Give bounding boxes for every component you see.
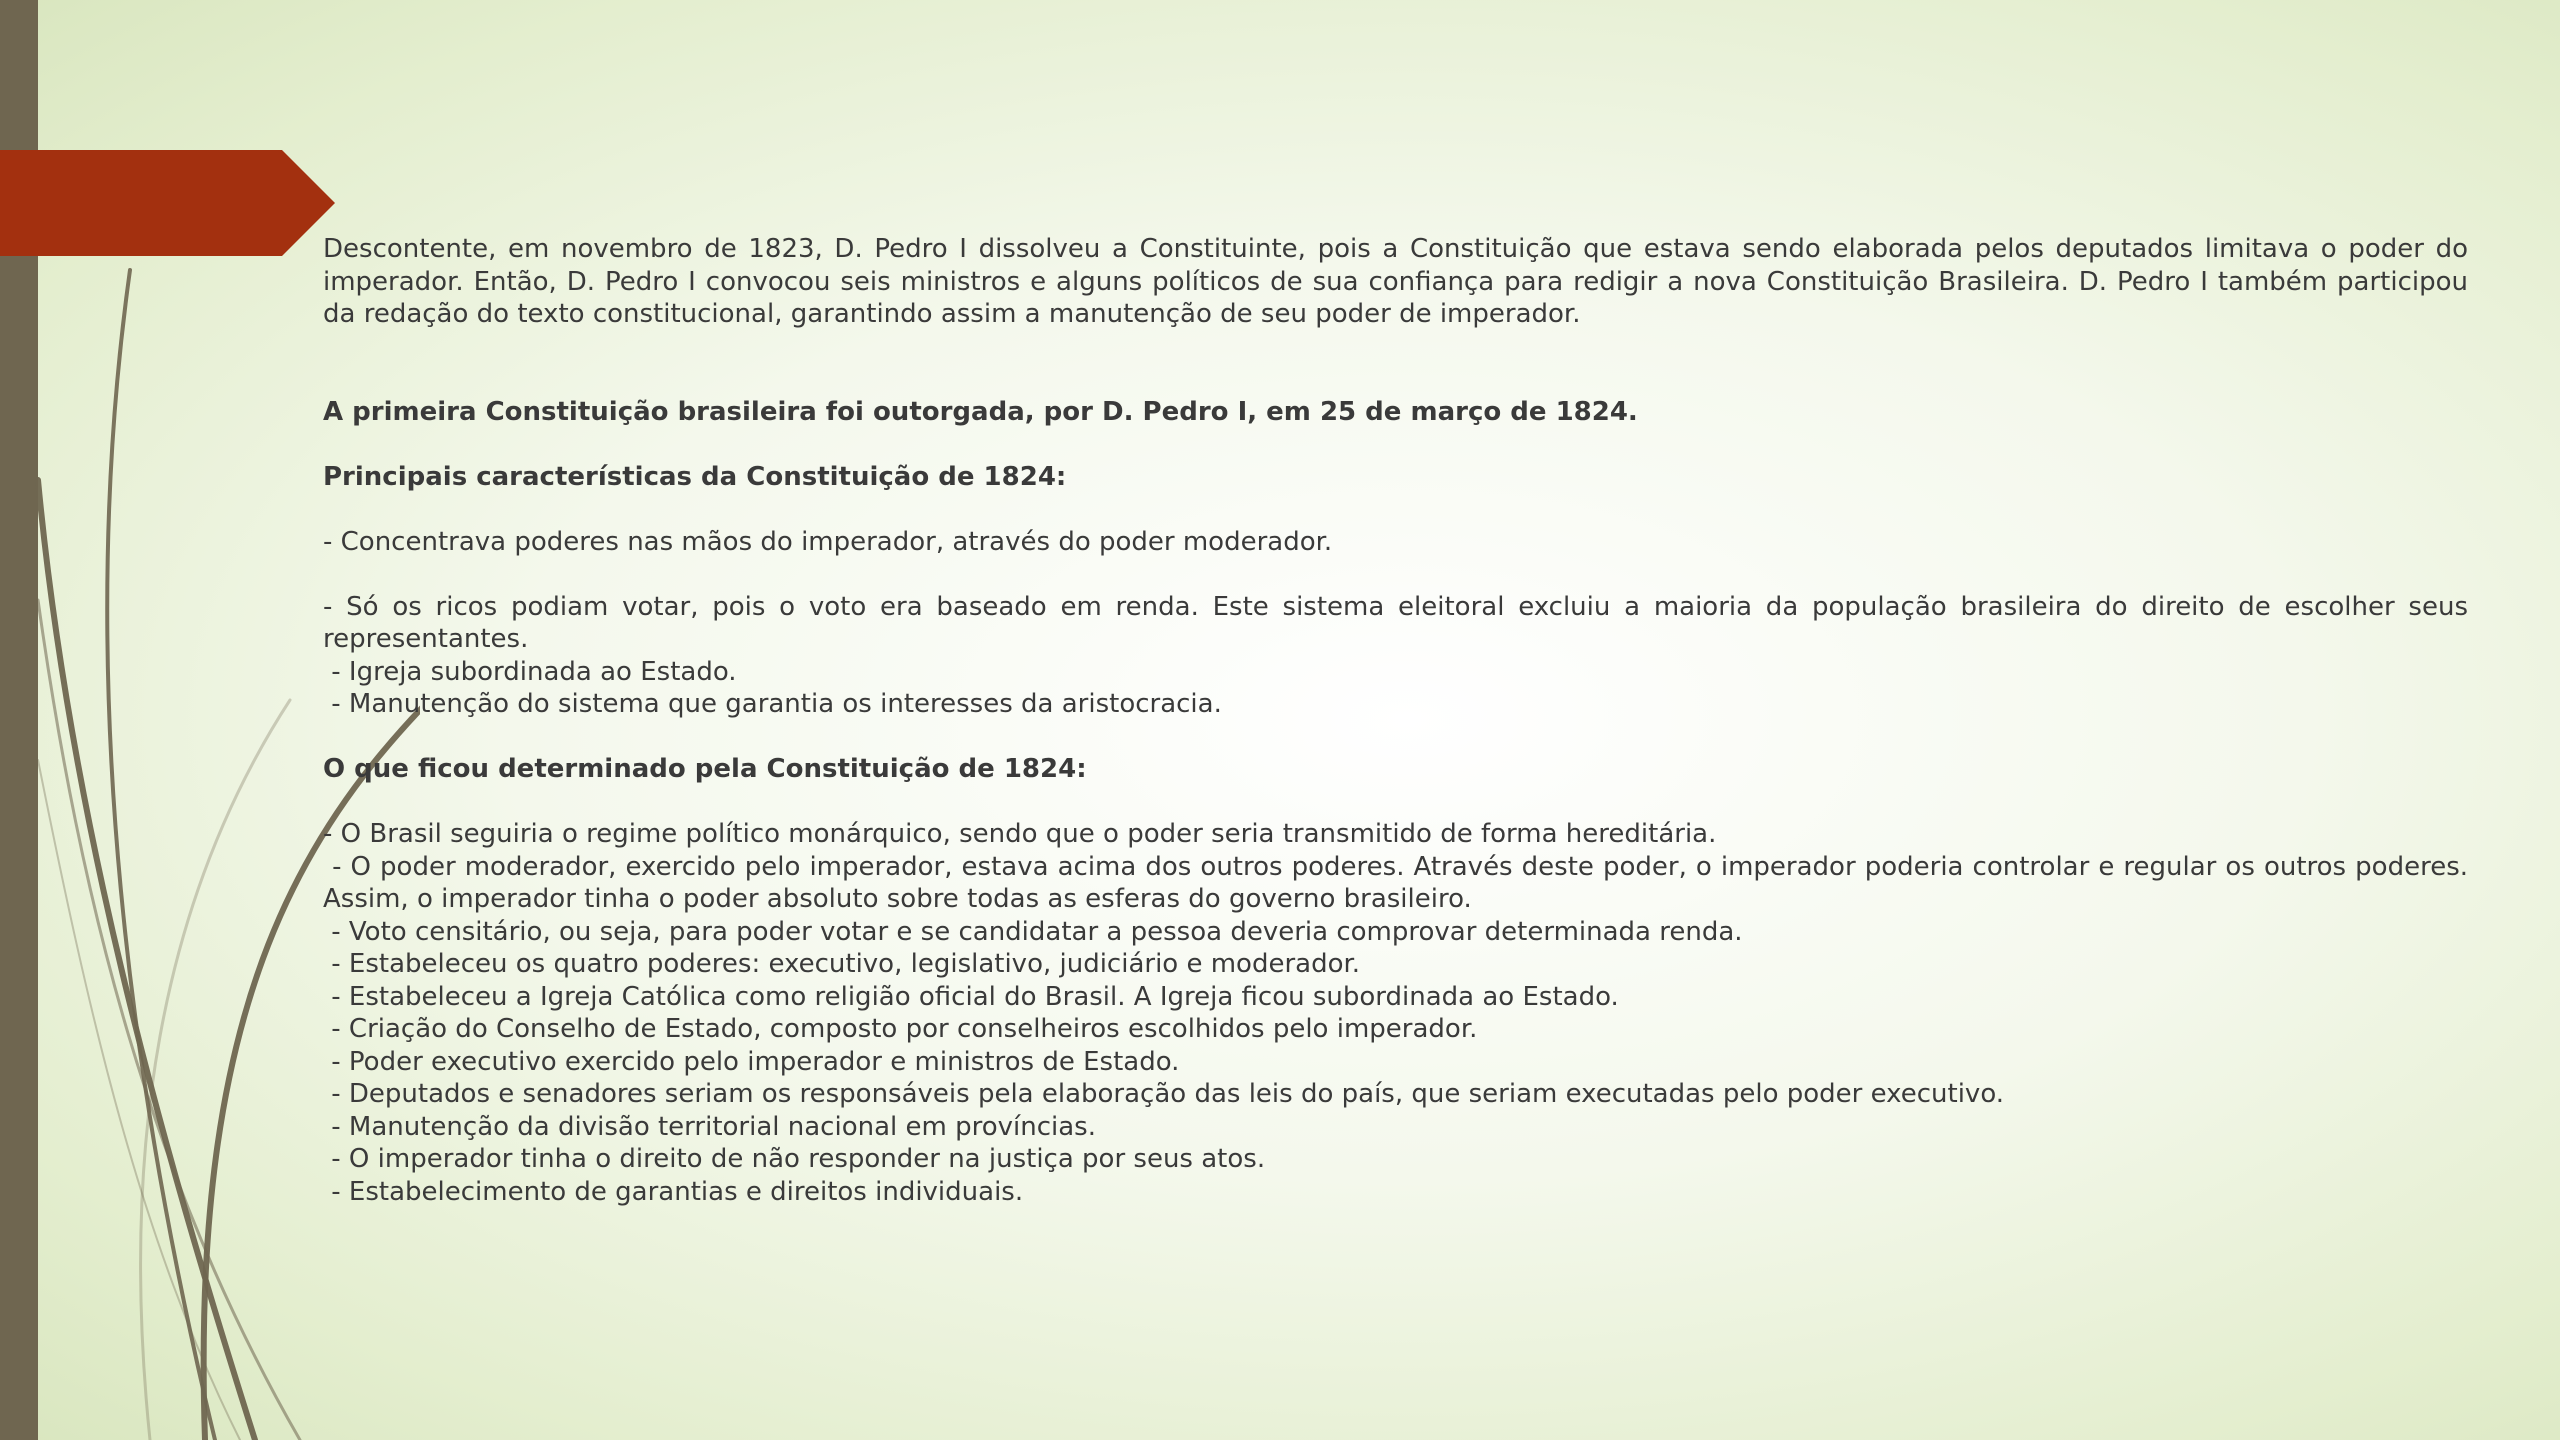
- intro-paragraph: Descontente, em novembro de 1823, D. Pedro I dissolveu a Constituinte, pois a Constituição que estava sendo elaborada pelos deputados limitava o poder do imperador. Então, D. Pedro I convocou seis ministros e alguns políticos de sua confiança para redigir a nova Constituição Brasileira. D. Pedro I também participou da redação do texto constitucional, garantindo assim a manutenção de seu poder de imperador.: [323, 234, 2468, 329]
- determinado-item: - Manutenção da divisão territorial nacional em províncias.: [323, 1111, 1096, 1142]
- caracteristica-item: - Igreja subordinada ao Estado.: [323, 656, 737, 687]
- slide-content: [323, 233, 2477, 1208]
- outorgada-statement: A primeira Constituição brasileira foi outorgada, por D. Pedro I, em 25 de março de 1824.: [323, 396, 1638, 427]
- determinado-item: - Estabeleceu a Igreja Católica como religião oficial do Brasil. A Igreja ficou subordinada ao Estado.: [323, 981, 1619, 1012]
- determinado-heading: O que ficou determinado pela Constituição de 1824:: [323, 754, 1087, 784]
- determinado-item: - Estabelecimento de garantias e direitos individuais.: [323, 1176, 1024, 1207]
- determinado-item: - O imperador tinha o direito de não responder na justiça por seus atos.: [323, 1144, 1266, 1174]
- caracteristica-item: - Manutenção do sistema que garantia os interesses da aristocracia.: [323, 689, 1222, 719]
- determinado-item: - O Brasil seguiria o regime político monárquico, sendo que o poder seria transmitido de forma hereditária.: [323, 819, 1717, 849]
- determinado-item: - Voto censitário, ou seja, para poder votar e se candidatar a pessoa deveria comprovar determinada renda.: [323, 916, 1743, 947]
- title-banner: [0, 150, 340, 256]
- caracteristicas-heading: Principais características da Constituição de 1824:: [323, 461, 1067, 492]
- determinado-item: - Criação do Conselho de Estado, composto por conselheiros escolhidos pelo imperador.: [323, 1014, 1478, 1044]
- caracteristica-item: - Só os ricos podiam votar, pois o voto era baseado em renda. Este sistema eleitoral excluiu a maioria da população brasileira do direito de escolher seus representantes.: [323, 591, 2468, 654]
- determinado-item: - Deputados e senadores seriam os responsáveis pela elaboração das leis do país, que seriam executadas pelo poder executivo.: [323, 1079, 2005, 1109]
- determinado-item: - Poder executivo exercido pelo imperador e ministros de Estado.: [323, 1046, 1180, 1077]
- determinado-item: - Estabeleceu os quatro poderes: executivo, legislativo, judiciário e moderador.: [323, 949, 1361, 979]
- caracteristica-item: - Concentrava poderes nas mãos do imperador, através do poder moderador.: [323, 526, 1333, 557]
- determinado-item: - O poder moderador, exercido pelo imperador, estava acima dos outros poderes. Através deste poder, o imperador poderia controlar e regular os outros poderes. Assim, o imperador tinha o poder absoluto sobre todas as esferas do governo brasileiro.: [323, 851, 2477, 914]
